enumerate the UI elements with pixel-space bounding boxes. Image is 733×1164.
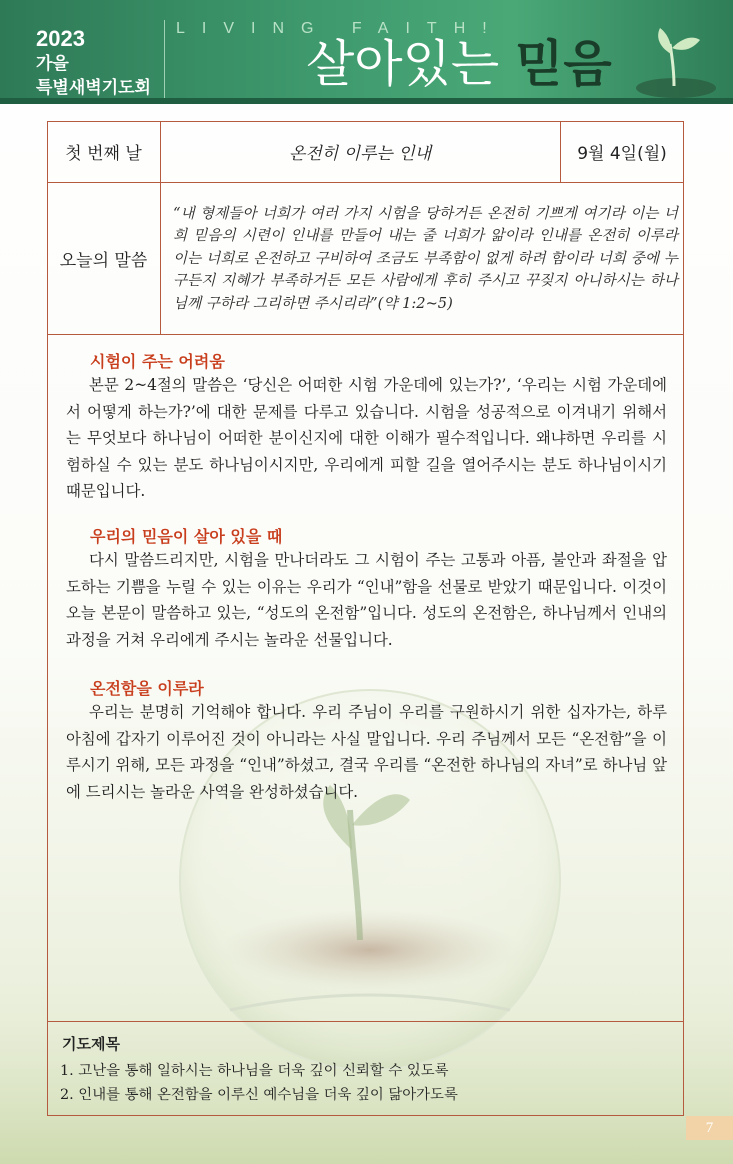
prayer-divider [47,1021,684,1022]
page-header [0,0,733,104]
header-divider [164,20,165,98]
section-heading: 온전함을 이루라 [90,679,204,698]
series-title-light: 살아있는 [306,35,516,93]
series-title-bold: 믿음 [515,35,612,93]
section-heading: 시험이 주는 어려움 [90,352,225,371]
page-number: 7 [686,1116,733,1140]
sermon-date: 9월 4일(월) [577,144,667,164]
english-subtitle: LIVING FAITH! [176,20,504,37]
sprout-icon [628,14,724,100]
todays-word-label: 오늘의 말씀 [59,250,148,271]
series-title [306,32,612,96]
event-label [36,26,151,100]
prayer-item: 2. 인내를 통해 온전함을 이루신 예수님을 더욱 깊이 닮아가도록 [60,1087,458,1103]
prayer-item: 1. 고난을 통해 일하시는 하나님을 더욱 깊이 신뢰할 수 있도록 [60,1063,449,1079]
prayer-heading: 기도제목 [62,1035,120,1053]
event-season: 가을 [36,54,69,73]
event-year: 2023 [36,26,85,51]
event-name: 특별새벽기도회 [36,78,151,97]
section-body: 본문 2~4절의 말씀은 ‘당신은 어떠한 시험 가운데에 있는가?’, ‘우리는 시험 가운데에서 어떻게 하는가?’에 대한 문제를 다루고 있습니다. 시험을 성공적으로 이겨내기 위해서는 무엇보다 하나님이 어떠한 분이신지에 대한 이해가 필수적입니다. 왜냐하면 우리를 시험하실 수 있는 분도 하나님이시지만, 우리에게 피할 길을 열어주시는 분도 하나님이시기 때문입니다. [66,376,667,501]
section-body: 다시 말씀드리지만, 시험을 만나더라도 그 시험이 주는 고통과 아픔, 불안과 좌절을 압도하는 기쁨을 누릴 수 있는 이유는 우리가 “인내”함을 선물로 받았기 때문입니다. 이것이 오늘 본문이 말씀하고 있는, “성도의 온전함”입니다. 성도의 온전함은, 하나님께서 인내의 과정을 거쳐 우리에게 주시는 놀라운 선물입니다. [66,551,667,649]
scripture-passage: “내 형제들아 너희가 여러 가지 시험을 당하거든 온전히 기쁘게 여기라 이는 너희 믿음의 시련이 인내를 만들어 내는 줄 너희가 앎이라 인내를 온전히 이루라 이는 너희로 온전하고 구비하여 조금도 부족함이 없게 하려 함이라 너희 중에 누구든지 지혜가 부족하거든 모든 사람에게 후히 주시고 꾸짖지 아니하시는 하나님께 구하라 그리하면 주시리라”(약 1:2~5) [173,205,678,312]
section-body: 우리는 분명히 기억해야 합니다. 우리 주님이 우리를 구원하시기 위한 십자가는, 하루 아침에 갑자기 이루어진 것이 아니라는 사실 말입니다. 우리 주님께서 모든 “온전함”을 이루시기 위해, 모든 과정을 “인내”하셨고, 결국 우리를 “온전한 하나님의 자녀”로 하나님 앞에 드리시는 놀라운 사역을 완성하셨습니다. [66,703,667,801]
section-heading: 우리의 믿음이 살아 있을 때 [90,527,283,546]
day-label: 첫 번째 날 [65,144,142,164]
table-divider [47,334,684,335]
sermon-title: 온전히 이루는 인내 [288,144,432,164]
